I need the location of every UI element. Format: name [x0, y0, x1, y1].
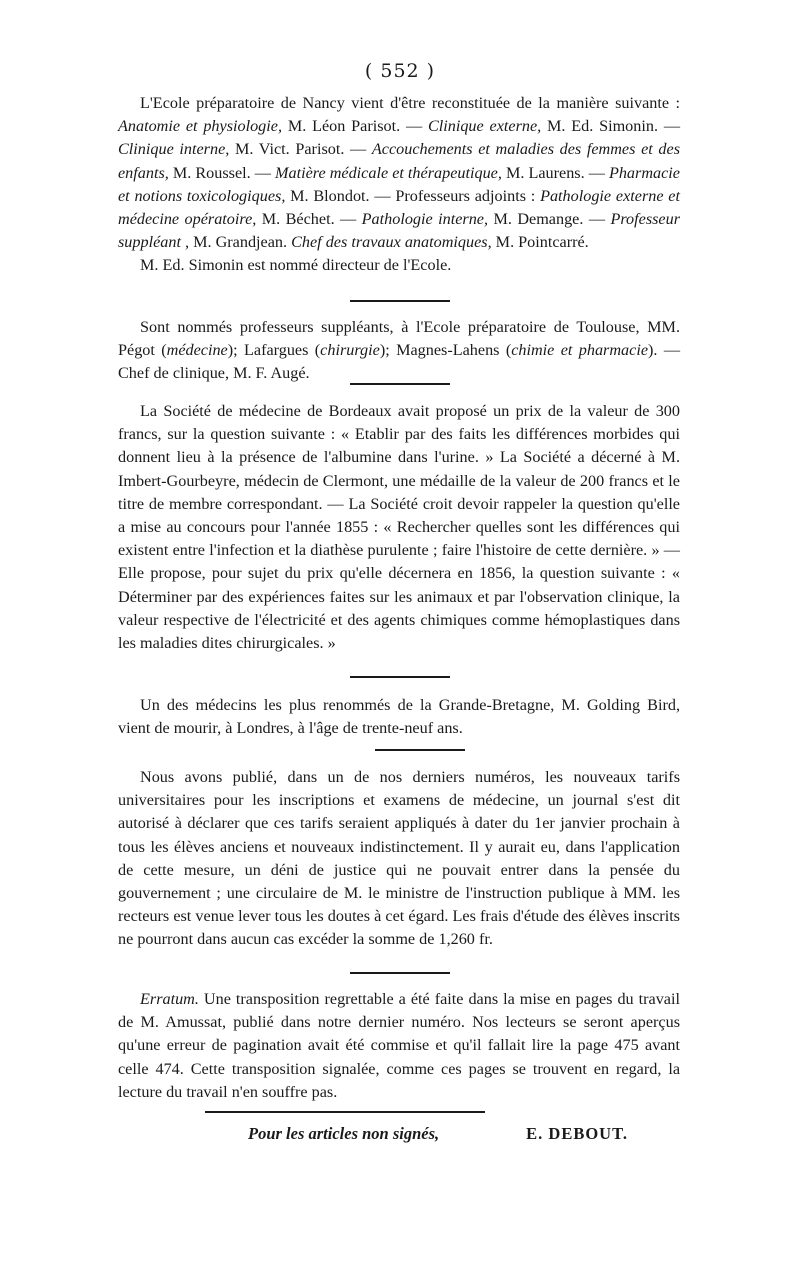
text-run: M. Vict. Parisot. — [229, 140, 372, 159]
paragraph-toulouse [118, 316, 680, 386]
text-run: M. Ed. Simonin. — [541, 117, 681, 136]
paragraph-bordeaux-prize: La Société de médecine de Bordeaux avait proposé un prix de la valeur de 300 francs, sur la question suivante : « Etablir par des faits les différences morbides qui donnent lieu à la présence de l'albumine dans l'urine. » La Société a décerné à M. Imbert-Gourbeyre, médecin de Clermont, une médaille de la valeur de 200 francs et le titre de membre correspondant. — La Société croit devoir rappeler la question qu'elle a mise au concours pour l'année 1855 : « Rechercher quelles sont les différences qui existent entre l'infection et la diathèse purulente ; faire l'histoire de cette dernière. » — Elle propose, pour sujet du prix qu'elle décernera en 1856, la question suivante : « Déterminer par des expériences faites sur les animaux et par l'observation clinique, la valeur respective de l'électricité et des agents chimiques comme hémoplastiques dans les maladies dites chirurgicales. » [118, 402, 680, 653]
separator-rule [350, 676, 450, 678]
italic-run: Accouchements et maladies des femmes et des enfants, [118, 140, 680, 182]
article-tarifs [118, 766, 680, 952]
text-run: ); Lafargues ( [227, 341, 321, 360]
article-erratum [118, 988, 680, 1104]
italic-run: Matière médicale et thérapeutique, [275, 163, 502, 182]
article-nancy [118, 92, 680, 278]
article-bordeaux [118, 400, 680, 655]
paragraph-tarifs: Nous avons publié, dans un de nos derniers numéros, les nouveaux tarifs universitaires pour les inscriptions et examens de médecine, un journal s'est dit autorisé à déclarer que ces tarifs seraient appliqués à dater du 1er janvier prochain à tous les élèves anciens et nouveaux indistinctement. Il y aurait eu, dans l'application de cette mesure, un déni de justice qui ne pouvait entrer dans la pensée du gouvernement ; une circulaire de M. le ministre de l'instruction publique à MM. les recteurs est venue lever tous les doutes à cet égard. Les frais d'étude des élèves inscrits ne pourront dans aucun cas excéder la somme de 1,260 fr. [118, 768, 680, 949]
separator-rule [375, 749, 465, 751]
signature-rule [205, 1111, 485, 1113]
erratum-label: Erratum. [140, 990, 199, 1008]
page-number: ( 552 ) [364, 60, 436, 82]
text-run: M. Béchet. — [256, 210, 362, 229]
text-run: ). — Chef de clinique, M. F. Augé. [118, 341, 681, 383]
italic-run: Professeur suppléant , [118, 210, 681, 252]
text-run: M. Roussel. — [168, 163, 275, 182]
text-run: M. Léon Parisot. — [282, 117, 428, 136]
italic-run: Anatomie et physiologie, [118, 117, 283, 136]
text-run: ); Magnes-Lahens ( [379, 341, 512, 360]
italic-run: chirurgie [320, 341, 380, 360]
italic-run: chimie et pharmacie [511, 341, 649, 360]
italic-run: Pathologie externe et médecine opératoire, [118, 186, 680, 229]
signature-author: E. DEBOUT. [526, 1124, 628, 1143]
text-run: L'Ecole préparatoire de Nancy vient d'être reconstituée de la manière suivante : [140, 94, 680, 112]
text-run: Sont nommés professeurs suppléants, à l'Ecole préparatoire de Toulouse, MM. Pégot ( [118, 318, 680, 360]
paragraph-erratum [118, 988, 680, 1104]
paragraph-nancy-director: M. Ed. Simonin est nommé directeur de l'Ecole. [140, 256, 452, 275]
italic-run: Pathologie interne, [361, 210, 489, 229]
italic-run: Clinique externe, [427, 117, 542, 136]
paragraph-golding-bird: Un des médecins les plus renommés de la Grande-Bretagne, M. Golding Bird, vient de mourir, à Londres, à l'âge de trente-neuf ans. [118, 696, 680, 738]
text-run: M. Blondot. — Professeurs adjoints : [285, 186, 541, 205]
italic-run: Chef des travaux anatomiques, [291, 233, 492, 252]
italic-run: Clinique interne, [118, 140, 230, 159]
signature-caption: Pour les articles non signés, [248, 1124, 440, 1143]
separator-rule [350, 972, 450, 974]
text-run: M. Grandjean. [189, 233, 292, 252]
text-run: Une transposition regrettable a été faite dans la mise en pages du travail de M. Amussat, publié dans notre dernier numéro. Nos lecteurs se seront aperçus qu'une erreur de pagination avait été commise et qu'il fallait lire la page 475 avant celle 474. Cette transposition signalée, comme ces pages se trouvent en regard, la lecture du travail n'en souffre pas. [118, 990, 680, 1101]
text-run: M. Pointcarré. [491, 233, 589, 252]
signature-line [248, 1124, 628, 1144]
separator-rule [350, 300, 450, 302]
article-obituary [118, 694, 680, 740]
text-run: M. Laurens. — [501, 163, 609, 182]
italic-run: médecine [166, 341, 228, 360]
italic-run: Pharmacie et notions toxicologiques, [118, 163, 680, 205]
article-toulouse [118, 316, 680, 386]
text-run: M. Demange. — [488, 210, 611, 229]
paragraph-nancy-faculty [118, 92, 680, 254]
separator-rule [350, 383, 450, 385]
